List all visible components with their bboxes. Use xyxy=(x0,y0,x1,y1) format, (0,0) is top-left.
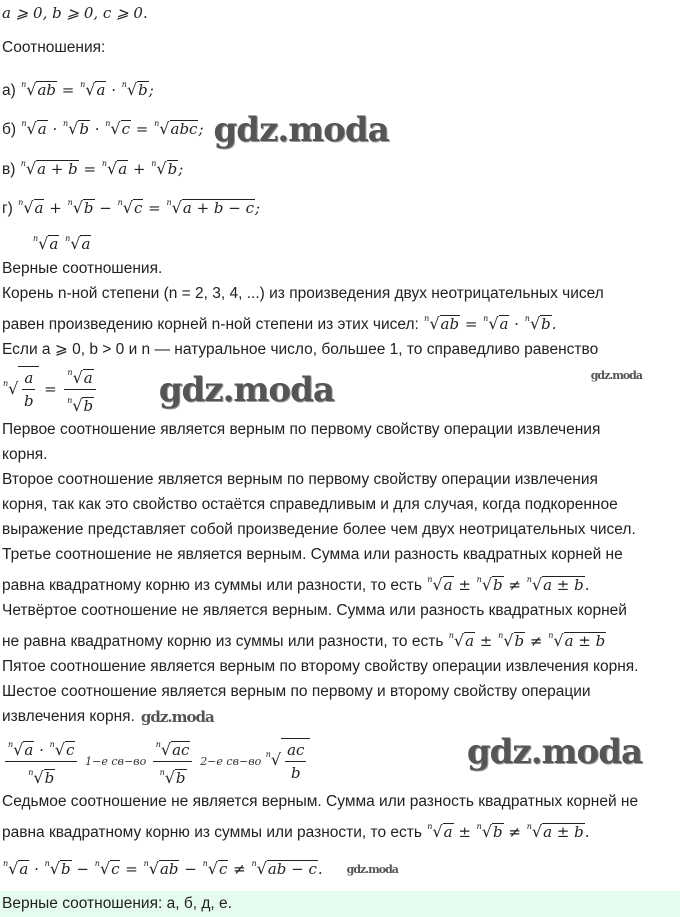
fraction: $\frac{ac}{b}$ xyxy=(287,740,305,782)
root: $^n$√b xyxy=(151,158,178,178)
paragraph: Четвёртое соотношение не является верным. Сумма или разность квадратных корней xyxy=(2,602,627,620)
root: $^n$√ $\frac{a}{b}$ xyxy=(3,362,39,413)
fraction xyxy=(153,734,193,789)
paragraph: Если a ⩾ 0, b > 0 и n — натуральное число, большее 1, то справедливо равенство xyxy=(2,340,599,358)
formula: $^n$√ab = $^n$√a · $^n$√b. xyxy=(423,315,556,333)
root: $^n$√b xyxy=(67,396,94,416)
root: $^n$√a xyxy=(67,368,93,388)
formula: $^n$√ab = $^n$√a · $^n$√b; xyxy=(20,81,154,99)
paragraph xyxy=(2,623,678,654)
root: $^n$√b xyxy=(62,119,89,138)
formula: $^n$√a + $^n$√b − $^n$√c = $^n$√a + b − c; xyxy=(17,199,260,217)
formula: $^n$√a · $^n$√b · $^n$√c = $^n$√abc; xyxy=(20,120,203,138)
root: $^n$√a xyxy=(101,158,128,178)
root: $^n$√a xyxy=(18,197,44,217)
root: $^n$√abc xyxy=(154,119,198,138)
root: $^n$√b xyxy=(121,80,148,99)
relation-b xyxy=(2,107,678,150)
formula: $^n$√a ± $^n$√b ≠ $^n$√a ± b xyxy=(448,632,607,650)
root: $^n$√ $\frac{ac}{b}$ xyxy=(266,729,311,786)
root: $^n$√b xyxy=(44,858,71,878)
relation-v xyxy=(2,147,678,186)
formula-line xyxy=(2,849,678,885)
watermark: gdz.moda xyxy=(590,368,642,382)
relation-label: г) xyxy=(2,199,13,217)
relation-a xyxy=(2,68,678,107)
formula: $^n$√a + b = $^n$√a + $^n$√b; xyxy=(20,160,184,178)
relation-label: а) xyxy=(2,82,16,99)
relation-label: в) xyxy=(2,160,16,178)
text: извлечения корня. xyxy=(2,708,135,726)
root: $^n$√a xyxy=(483,313,509,333)
relation-label: б) xyxy=(2,121,17,138)
paragraph: Седьмое соотношение не является верным. Сумма или разность квадратных корней не xyxy=(2,792,639,810)
root: $^n$√a + b xyxy=(20,158,78,178)
paragraph: Первое соотношение является верным по первому свойству операции извлечения xyxy=(2,421,601,439)
text: равна квадратному корню из суммы или разности, то есть xyxy=(2,823,427,841)
watermark: gdz.moda xyxy=(346,863,398,877)
root: $^n$√a xyxy=(427,821,453,841)
text: не равна квадратному корню из суммы или разности, то есть xyxy=(2,633,448,651)
fraction: $\frac{a}{b}$ xyxy=(24,369,34,411)
paragraph: Второе соотношение является верным по первому свойству операции извлечения xyxy=(2,471,598,489)
condition: a ⩾ 0, b ⩾ 0, c ⩾ 0. xyxy=(2,4,148,22)
root: $^n$√b xyxy=(524,313,551,333)
annotation: 2−е св−во xyxy=(200,755,265,769)
formula: $^n$√a ± $^n$√b ≠ $^n$√a ± b. xyxy=(426,576,589,594)
root: $^n$√a xyxy=(80,80,106,99)
root: $^n$√ab xyxy=(424,313,460,333)
watermark: gdz.moda xyxy=(213,109,389,150)
root: $^n$√a ± b xyxy=(526,821,584,841)
root: $^n$√b xyxy=(28,767,55,787)
root: $^n$√ab − c xyxy=(251,858,317,878)
root: $^n$√c xyxy=(94,858,120,878)
clipped-formula-line xyxy=(2,227,678,256)
root: $^n$√a ± b xyxy=(548,631,606,651)
root: $^n$√b xyxy=(476,821,503,841)
root: $^n$√a xyxy=(8,739,34,759)
root: $^n$√ac xyxy=(155,739,190,759)
paragraph: корня. xyxy=(2,446,48,464)
watermark: gdz.moda xyxy=(140,707,214,726)
relations-title: Соотношения: xyxy=(2,39,106,56)
fraction xyxy=(64,362,95,417)
root: $^n$√a + b − c xyxy=(166,197,255,217)
root: $^n$√a ± b xyxy=(526,575,584,595)
formula: $^n$√ $\frac{a}{b}$ = $\frac{^n√a}{^n√b}$ xyxy=(2,380,99,398)
formula-line xyxy=(2,729,678,789)
root: $^n$√a xyxy=(21,119,47,138)
fraction: $\frac{^n√a \cdot ^n√c}{^n√b}$ xyxy=(5,734,77,789)
root: $^n$√ab xyxy=(21,80,57,99)
root: $^n$√c xyxy=(105,119,131,138)
paragraph xyxy=(2,306,678,337)
formula: $^n$√a ± $^n$√b ≠ $^n$√a ± b. xyxy=(426,823,589,841)
paragraph: Верные соотношения. xyxy=(2,259,163,277)
text: равна квадратному корню из суммы или разности, то есть xyxy=(2,577,427,595)
root: $^n$√c xyxy=(117,197,143,217)
relation-g xyxy=(2,186,678,225)
paragraph xyxy=(2,704,678,729)
watermark: gdz.moda xyxy=(158,369,334,410)
paragraph xyxy=(2,814,678,845)
root: $^n$√a xyxy=(448,631,475,651)
root: $^n$√a xyxy=(65,233,91,253)
root: $^n$√c xyxy=(202,858,228,878)
watermark: gdz.moda xyxy=(466,732,642,773)
annotation: 1−е св−во xyxy=(85,755,150,769)
root: $^n$√b xyxy=(67,197,94,217)
paragraph: Корень n-ной степени (n = 2, 3, 4, ...) из произведения двух неотрицательных чисел xyxy=(2,284,604,302)
formula: $^n$√a · $^n$√b − $^n$√c = $^n$√ab − $^n$√c ≠ $^n$√ab − c. xyxy=(2,860,323,878)
paragraph: Третье соотношение не является верным. Сумма или разность квадратных корней не xyxy=(2,546,623,564)
paragraph xyxy=(2,567,678,598)
root: $^n$√b xyxy=(159,767,186,787)
formula-line xyxy=(2,362,678,418)
paragraph: Шестое соотношение является верным по первому и второму свойству операции xyxy=(2,683,591,701)
paragraph: выражение представляет собой произведение более чем двух неотрицательных чисел. xyxy=(2,521,636,539)
paragraph: корня, так как это свойство остаётся справедливым и для случая, когда подкоренное xyxy=(2,496,618,514)
paragraph: Пятое соотношение является верным по второму свойству операции извлечения корня. xyxy=(2,658,639,676)
root: $^n$√c xyxy=(49,739,75,759)
root: $^n$√a xyxy=(33,233,59,253)
answer-banner: Верные соотношения: а, б, д, е. xyxy=(0,891,680,917)
root: $^n$√a xyxy=(3,858,29,878)
formula xyxy=(2,739,310,787)
root: $^n$√ab xyxy=(143,858,179,878)
root: $^n$√b xyxy=(498,631,525,651)
root: $^n$√b xyxy=(476,575,503,595)
text: равен произведению корней n-ной степени из этих чисел: xyxy=(2,315,424,333)
root: $^n$√a xyxy=(427,575,453,595)
